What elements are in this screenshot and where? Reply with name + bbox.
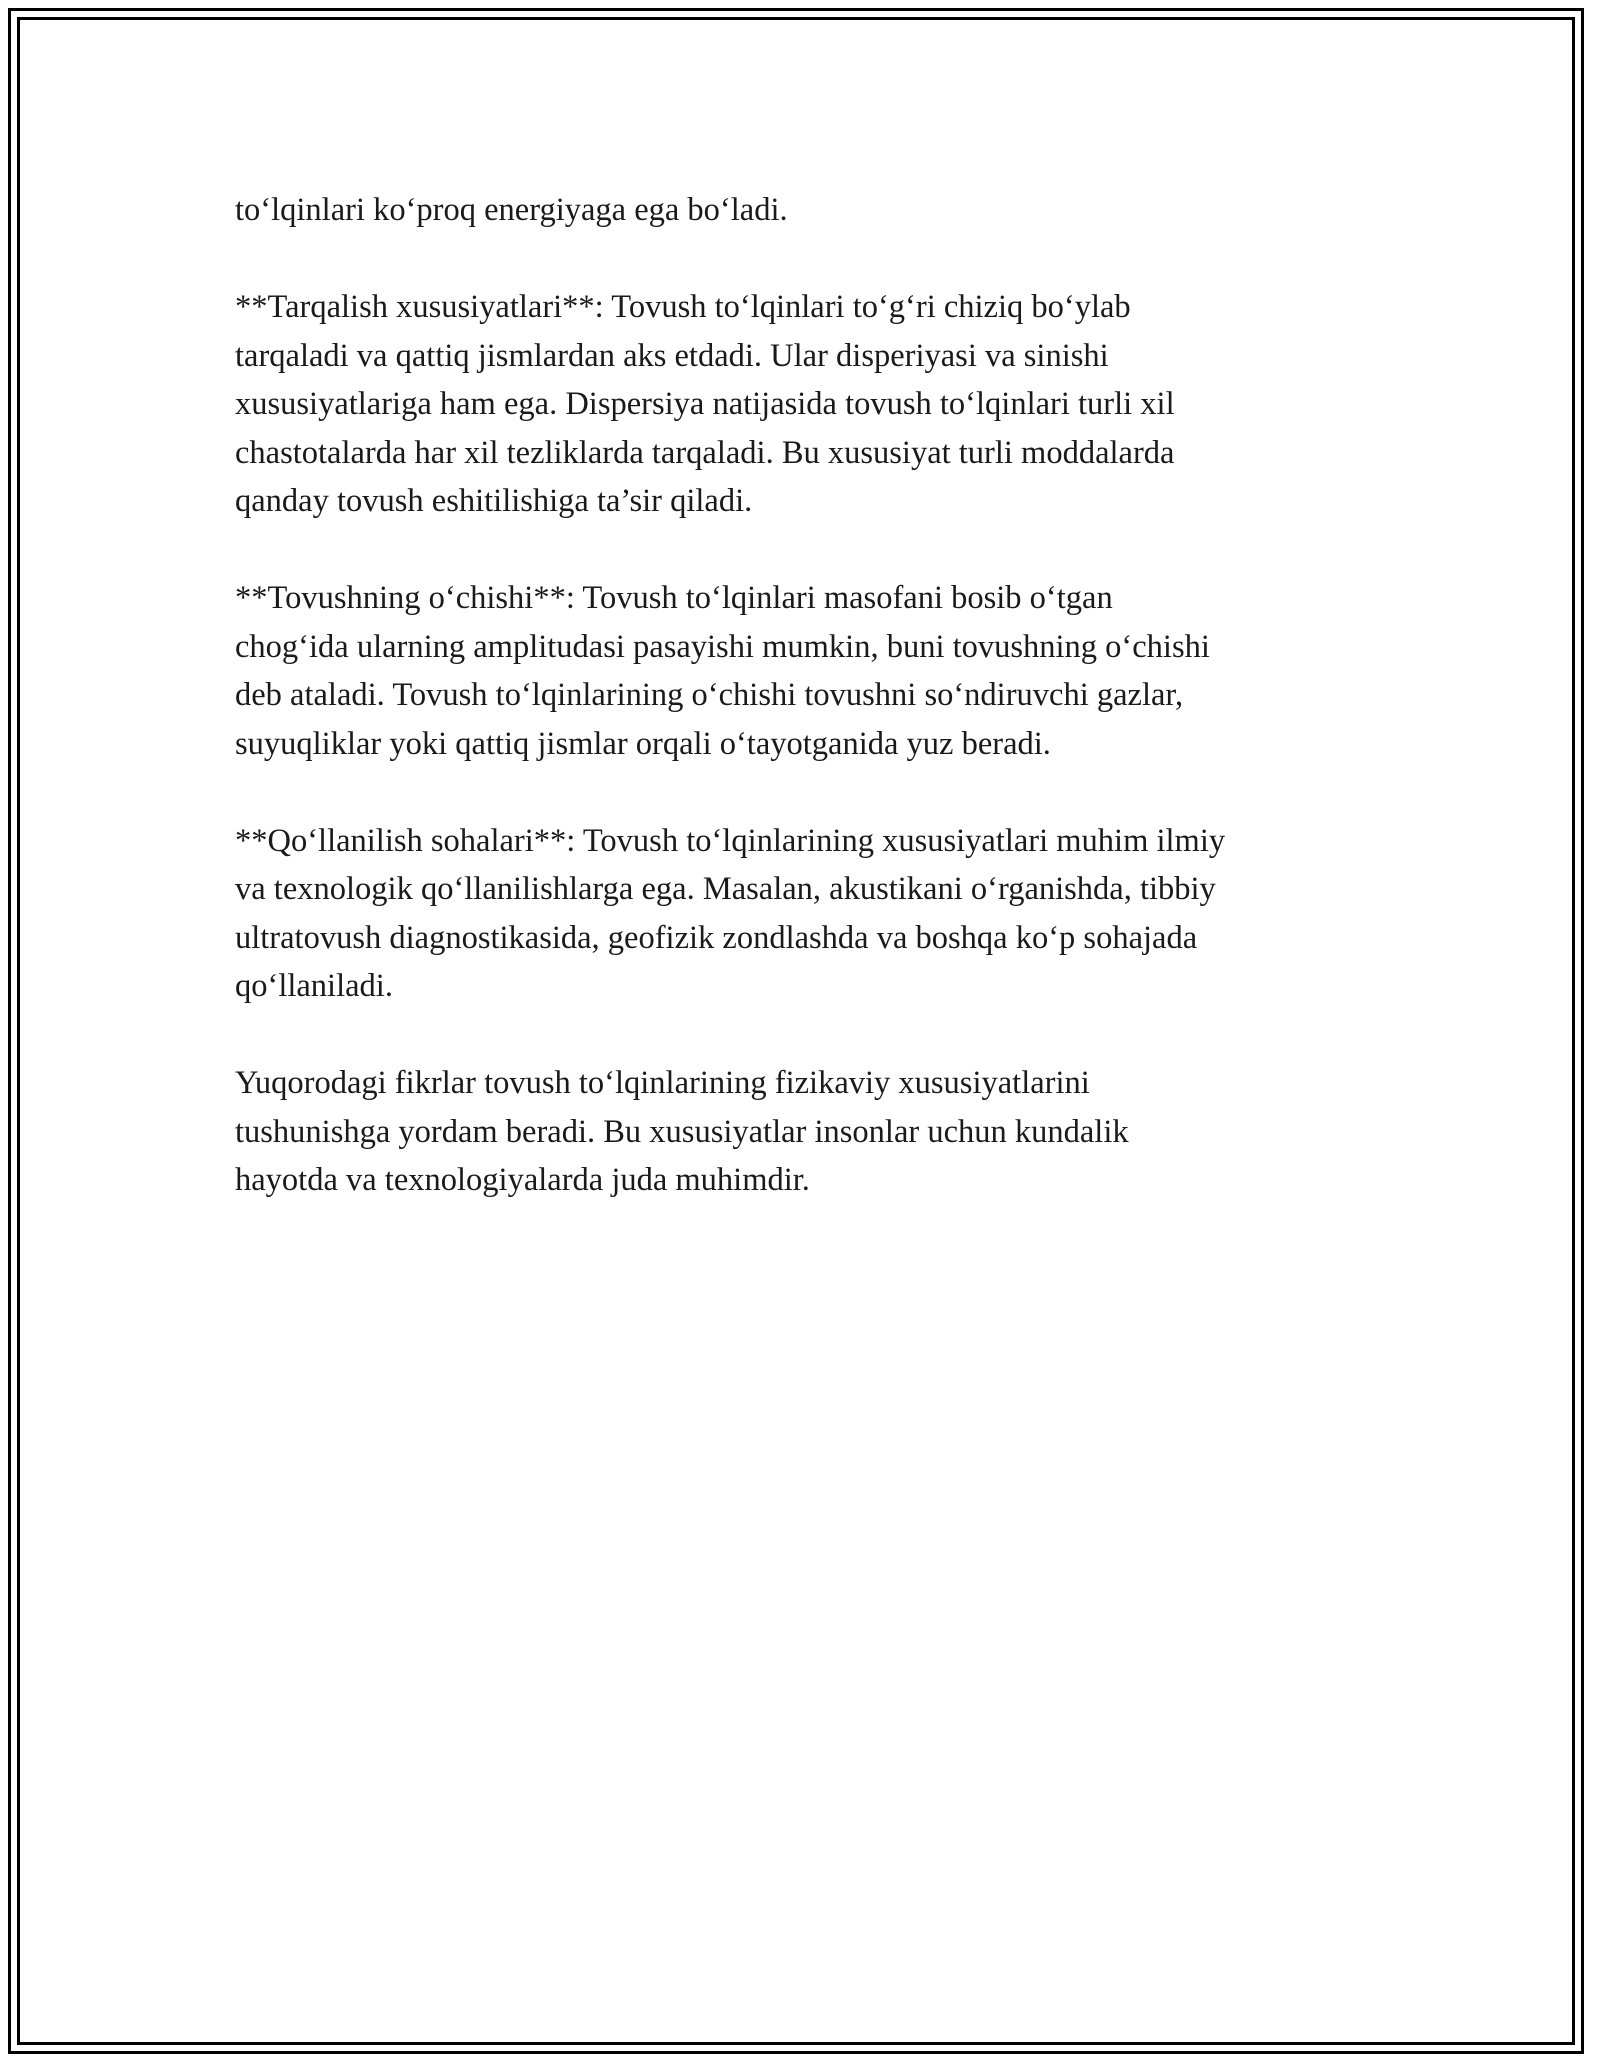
- paragraph-conclusion: Yuqorodagi fikrlar tovush to‘lqinlarining fizikaviy xususiyatlarini tushunishga yordam beradi. Bu xususiyatlar insonlar uchun kundalik hayotda va texnologiyalarda juda muhimdir.: [235, 1065, 1129, 1198]
- paragraph-intro-continuation: to‘lqinlari ko‘proq energiyaga ega bo‘ladi.: [235, 192, 788, 228]
- document-body: [235, 186, 1385, 1253]
- paragraph-application-areas: **Qo‘llanilish sohalari**: Tovush to‘lqinlarining xususiyatlari muhim ilmiy va texnologik qo‘llanilishlarga ega. Masalan, akustikani o‘rganishda, tibbiy ultratovush diagnostikasida, geofizik zondlashda va boshqa ko‘p sohajada qo‘llaniladi.: [235, 822, 1226, 1004]
- paragraph-propagation-properties: **Tarqalish xususiyatlari**: Tovush to‘lqinlari to‘g‘ri chiziq bo‘ylab tarqaladi va qattiq jismlardan aks etdadi. Ular disperiyasi va sinishi xususiyatlariga ham ega. Dispersiya natijasida tovush to‘lqinlari turli xil chastotalarda har xil tezliklarda tarqaladi. Bu xususiyat turli moddalarda qanday tovush eshitilishiga ta’sir qiladi.: [235, 289, 1175, 519]
- paragraph-sound-attenuation: **Tovushning o‘chishi**: Tovush to‘lqinlari masofani bosib o‘tgan chog‘ida ularning amplitudasi pasayishi mumkin, buni tovushning o‘chishi deb ataladi. Tovush to‘lqinlarining o‘chishi tovushni so‘ndiruvchi gazlar, suyuqliklar yoki qattiq jismlar orqali o‘tayotganida yuz beradi.: [235, 580, 1210, 762]
